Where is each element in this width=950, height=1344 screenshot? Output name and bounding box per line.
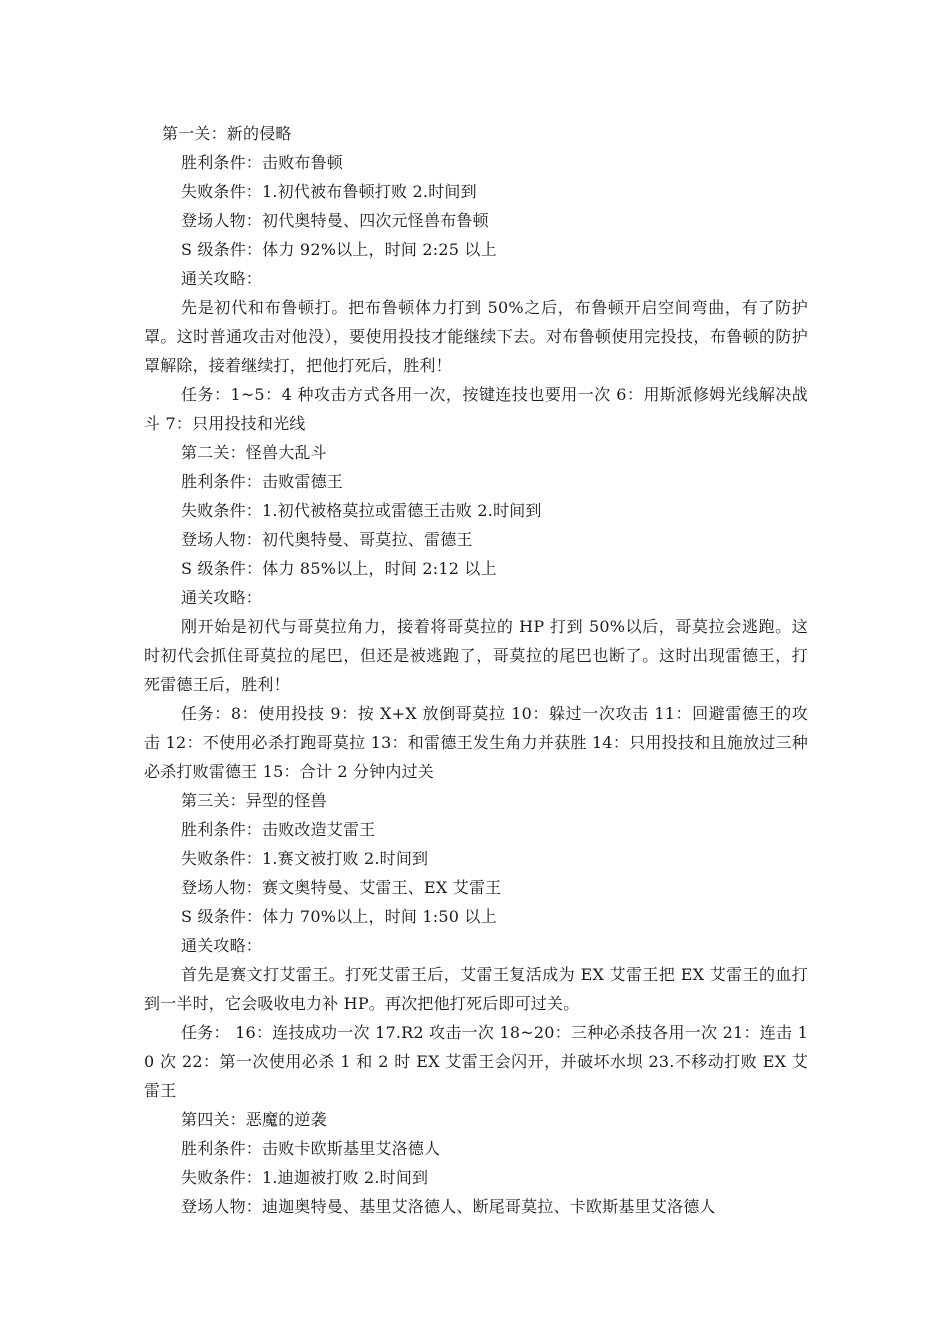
level3-win-condition: 胜利条件：击败改造艾雷王 (181, 820, 376, 839)
level2-characters: 登场人物：初代奥特曼、哥莫拉、雷德王 (181, 530, 473, 549)
level1-win-condition: 胜利条件：击败布鲁顿 (181, 153, 344, 172)
level3-s-rank-condition: S 级条件：体力 70%以上，时间 1:50 以上 (181, 907, 497, 926)
level3-characters: 登场人物：赛文奥特曼、艾雷王、EX 艾雷王 (181, 878, 502, 897)
level1-guide-label: 通关攻略： (181, 269, 263, 288)
level2-guide-text: 刚开始是初代与哥莫拉角力，接着将哥莫拉的 HP 打到 50%以后，哥莫拉会逃跑。这时初代会抓住哥莫拉的尾巴，但还是被逃跑了，哥莫拉的尾巴也断了。这时出现雷德王，打死雷德王后，胜利！ (144, 617, 808, 694)
level1-tasks: 任务：1~5：4 种攻击方式各用一次，按键连技也要用一次 6：用斯派修姆光线解决战斗 7：只用投技和光线 (144, 385, 808, 433)
level1-characters: 登场人物：初代奥特曼、四次元怪兽布鲁顿 (181, 211, 489, 230)
level2-s-rank-condition: S 级条件：体力 85%以上，时间 2:12 以上 (181, 559, 497, 578)
level3-tasks: 任务： 16：连技成功一次 17.R2 攻击一次 18~20：三种必杀技各用一次 21：连击 10 次 22：第一次使用必杀 1 和 2 时 EX 艾雷王会闪开，并破坏水坝 23.不移动打败 EX 艾雷王 (144, 1023, 808, 1100)
level4-title: 第四关：恶魔的逆袭 (181, 1110, 327, 1129)
level1-lose-condition: 失败条件：1.初代被布鲁顿打败 2.时间到 (181, 182, 477, 201)
document-page (144, 119, 808, 1221)
level3-guide-label: 通关攻略： (181, 936, 263, 955)
level2-win-condition: 胜利条件：击败雷德王 (181, 472, 344, 491)
level4-lose-condition: 失败条件：1.迪迦被打败 2.时间到 (181, 1168, 429, 1187)
level3-lose-condition: 失败条件：1.赛文被打败 2.时间到 (181, 849, 429, 868)
level1-guide-text: 先是初代和布鲁顿打。把布鲁顿体力打到 50%之后，布鲁顿开启空间弯曲，有了防护罩。这时普通攻击对他没），要使用投技才能继续下去。对布鲁顿使用完投技，布鲁顿的防护罩解除，接着继续打，把他打死后，胜利！ (144, 298, 808, 375)
level3-guide-text: 首先是赛文打艾雷王。打死艾雷王后，艾雷王复活成为 EX 艾雷王把 EX 艾雷王的血打到一半时，它会吸收电力补 HP。再次把他打死后即可过关。 (144, 965, 808, 1013)
level4-characters: 登场人物：迪迦奥特曼、基里艾洛德人、断尾哥莫拉、卡欧斯基里艾洛德人 (181, 1197, 716, 1216)
level2-tasks: 任务：8：使用投技 9：按 X+X 放倒哥莫拉 10：躲过一次攻击 11：回避雷德王的攻击 12：不使用必杀打跑哥莫拉 13：和雷德王发生角力并获胜 14：只用投技和且施放过三种必杀打败雷德王 15：合计 2 分钟内过关 (144, 704, 808, 781)
level1-s-rank-condition: S 级条件：体力 92%以上，时间 2:25 以上 (181, 240, 497, 259)
level2-lose-condition: 失败条件：1.初代被格莫拉或雷德王击败 2.时间到 (181, 501, 542, 520)
level1-title: 第一关：新的侵略 (162, 124, 292, 143)
level3-title: 第三关：异型的怪兽 (181, 791, 327, 810)
level4-win-condition: 胜利条件：击败卡欧斯基里艾洛德人 (181, 1139, 441, 1158)
level2-guide-label: 通关攻略： (181, 588, 263, 607)
level2-title: 第二关：怪兽大乱斗 (181, 443, 327, 462)
